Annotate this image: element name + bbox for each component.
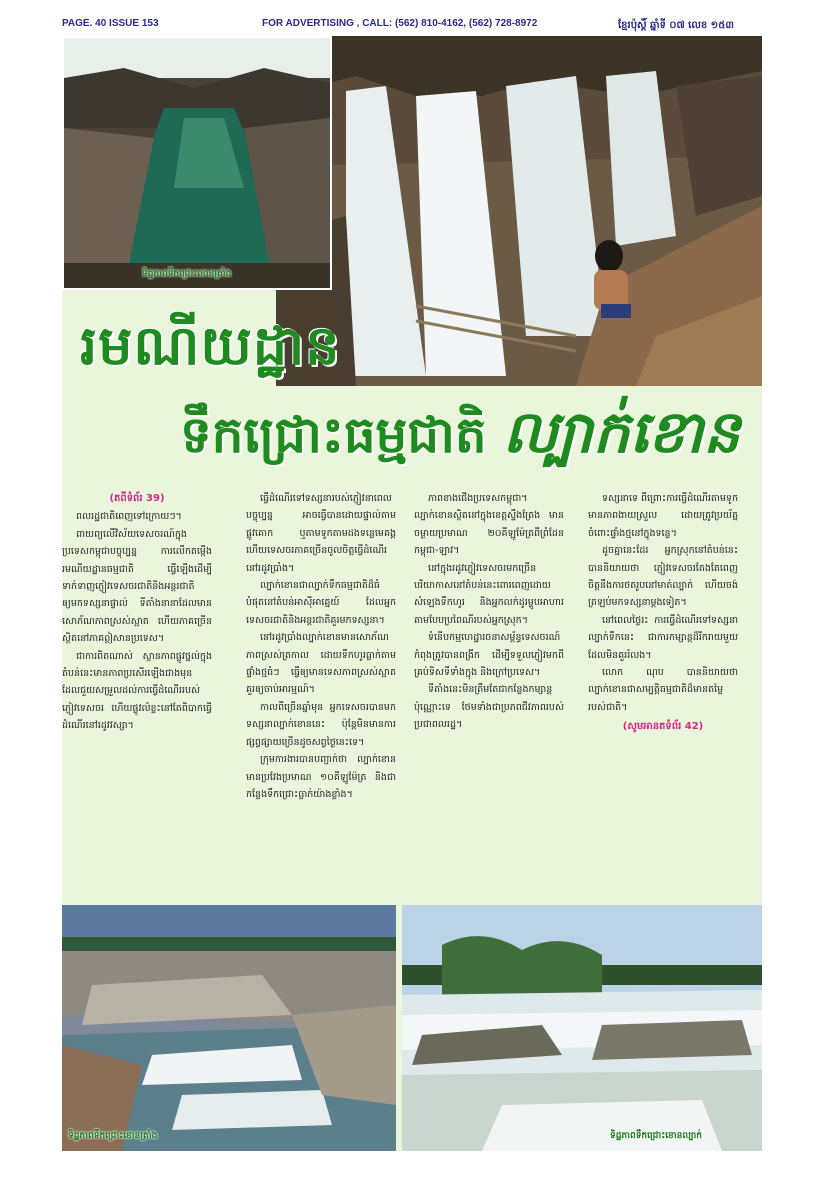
paragraph: នៅរដូវប្រាំងល្បាក់ខោនមានសោភ័ណភាពស្រស់ត្រកាល ដោយទឹកហូរធ្លាក់តាមផ្ទាំងថ្មធំៗ ធ្វើឲ្យមានទេសភាពស្រស់ស្អាតគួរឲ្យចាប់អារម្មណ៍។ bbox=[246, 632, 396, 696]
article-column-2 bbox=[246, 490, 396, 900]
paragraph: ដូចគ្នានេះដែរ អ្នកស្រុកនៅតំបន់នេះបាននិយាយថា ភ្ញៀវទេសចរតែងតែពេញចិត្តនឹងការថតរូបនៅមាត់ល្បាក់ ហើយចង់ត្រឡប់មកទស្សនាម្តងទៀត។ bbox=[588, 545, 738, 609]
article-column-1 bbox=[62, 490, 212, 900]
paragraph: ទស្សនាទេ ពីព្រោះការធ្វើដំណើរតាមទូកមានភាពងាយស្រួល ដោយត្រូវប្រយ័ត្នចំពោះផ្ទាំងថ្មនៅក្នុងទន្លេ។ bbox=[588, 493, 738, 539]
caption-bottom-right: ទិដ្ឋភាពទឹកជ្រោះខោនល្បាក់ bbox=[610, 1131, 703, 1141]
paragraph: លោក ណុប បាននិយាយថា ល្បាក់ខោនជាសម្បត្តិធម្មជាតិដ៏មានតម្លៃរបស់ជាតិ។ bbox=[588, 667, 738, 713]
paragraph: ជាការពិតណាស់ ស្ថានភាពផ្លូវថ្នល់ក្នុងតំបន់នេះមានភាពប្រសើរឡើងជាងមុន ដែលជួយសម្រួលដល់ការធ្វើដំណើររបស់ភ្ញៀវទេសចរ ហើយផ្លូវលំខ្លះនៅតែពិបាកធ្វើដំណើរនៅរដូវវស្សា។ bbox=[62, 650, 212, 732]
page-header bbox=[0, 0, 823, 34]
paragraph: ល្បាក់ខោនជាល្បាក់ទឹកធម្មជាតិដ៏ធំបំផុតនៅតំបន់អាស៊ីអាគ្នេយ៍ ដែលអ្នកទេសចរជាតិនិងអន្តរជាតិគួរមកទស្សនា។ bbox=[246, 580, 396, 626]
caption-bottom-left: ទិដ្ឋភាពទឹកជ្រោះខោនត្រាំង bbox=[68, 1131, 158, 1141]
advertising-contact: FOR ADVERTISING , CALL: (562) 810-4162, (562) 728-8972 bbox=[262, 18, 538, 29]
article-column-3 bbox=[414, 490, 564, 900]
paragraph: នៅក្នុងរដូវភ្ញៀវទេសចរមកច្រើន បរិយាកាសនៅតំបន់នេះពោរពេញដោយសំឡេងទឹកហូរ និងអ្នកលក់ដូរម្ហូបអាហារតាមបែបប្រពៃណីរបស់អ្នកស្រុក។ bbox=[414, 562, 564, 626]
bottom-left-rapids-photo bbox=[62, 905, 396, 1151]
caption-top-left: ទិដ្ឋភាពទឹកជ្រោះខោនត្រាំង bbox=[142, 269, 232, 279]
headline-line2-prefix: ទឹកជ្រោះធម្មជាតិ bbox=[180, 406, 487, 464]
headline-line2 bbox=[180, 396, 740, 481]
paragraph: នៅពេលថ្ងៃរះ ការធ្វើដំណើរទៅទស្សនាល្បាក់ទឹកនេះ ជាការកម្សាន្តដ៏រីករាយមួយ ដែលមិនគួររំលង។ bbox=[588, 614, 738, 661]
continued-to-label: (សូមអានតទំព័រ 42) bbox=[622, 721, 704, 733]
paragraph: ក្រុមការងារបានបញ្ជាក់ថា ល្បាក់ខោនមានប្រវែងប្រមាណ ១០គីឡូម៉ែត្រ និងជាកន្លែងទឹកជ្រោះធ្លាក់យ៉ាងខ្លាំង។ bbox=[246, 754, 396, 800]
paragraph: ភាពខាងជើងប្រទេសកម្ពុជា។ ល្បាក់ខោនស្ថិតនៅក្នុងខេត្តស្ទឹងត្រែង មានចម្ងាយប្រមាណ ២០គីឡូម៉ែត្រពីព្រំដែនកម្ពុជា-ឡាវ។ bbox=[414, 493, 564, 557]
paragraph: កាលពីច្រើនឆ្នាំមុន អ្នកទេសចរបានមកទស្សនាល្បាក់ខោននេះ ប៉ុន្តែមិនមានការផ្សព្វផ្សាយច្រើនដូចសព្វថ្ងៃនេះទេ។ bbox=[246, 701, 396, 748]
headline-line2-emphasis: ល្បាក់ខោន bbox=[502, 398, 740, 466]
paragraph: ទំនើបកម្មហេដ្ឋារចនាសម្ព័ន្ធទេសចរណ៍កំពុងត្រូវបានពង្រីក ដើម្បីទទួលភ្ញៀវមកពីគ្រប់ទិសទីទាំងក្នុង និងក្រៅប្រទេស។ bbox=[414, 632, 564, 679]
headline-line1: រមណីយដ្ឋាន bbox=[80, 314, 341, 377]
paragraph: ធ្វើដំណើរទៅទស្សនារបស់ភ្ញៀវនាពេលបច្ចុប្បន្ន អាចធ្វើបានដោយផ្ទាល់តាមផ្លូវគោក ឬតាមទូកតាមដងទន្លេមេគង្គ ហើយទេសចរភាគច្រើនចូលចិត្តធ្វើដំណើរនៅរដូវប្រាំង។ bbox=[246, 493, 396, 574]
publication-name: ខ្មែរប៉ុស្តិ៍ ឆ្នាំទី ០៧ លេខ ១៥៣ bbox=[618, 20, 734, 31]
bottom-right-rapids-photo bbox=[402, 905, 762, 1151]
page-issue-label: PAGE. 40 ISSUE 153 bbox=[62, 18, 159, 29]
article-column-4 bbox=[588, 490, 738, 900]
canyon-river-photo bbox=[62, 36, 332, 290]
paragraph: ពលរដ្ឋជាតិពេញទៅក្រោយៗ។ bbox=[76, 511, 182, 523]
main-waterfall-photo bbox=[276, 36, 762, 386]
paragraph: ពាយព្យលើវិស័យទេសចរណ៍ក្នុងប្រទេសកម្ពុជាបច្ចុប្បន្ន ការលើកតម្កើងរមណីយដ្ឋានធម្មជាតិ ធ្វើឡើងដើម្បីទាក់ទាញភ្ញៀវទេសចរជាតិនិងអន្តរជាតិ ឲ្យមកទស្សនាផ្ទាល់ ទីតាំងនានាដែលមានសោភ័ណភាពស្រស់ស្អាត ហើយភាគច្រើនស្ថិតនៅភាគឦសានប្រទេស។ bbox=[62, 528, 212, 645]
paragraph: ទីតាំងនេះមិនត្រឹមតែជាកន្លែងកម្សាន្តប៉ុណ្ណោះទេ ថែមទាំងជាប្រភពជីវភាពរបស់ប្រជាពលរដ្ឋ។ bbox=[414, 684, 564, 731]
continued-from-label: (តពីទំព័រ 39) bbox=[109, 493, 165, 504]
